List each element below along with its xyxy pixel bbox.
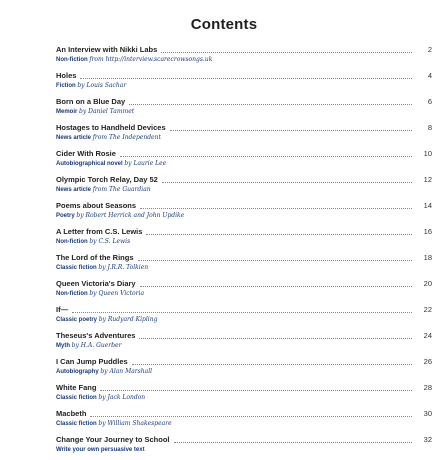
dot-leader: [120, 156, 412, 157]
entry-title: Hostages to Handheld Devices: [56, 123, 166, 132]
contents-entry[interactable]: [56, 148, 432, 170]
entry-heading-line: [56, 174, 432, 185]
entry-title: Change Your Journey to School: [56, 435, 170, 444]
entry-page-number: 4: [427, 71, 432, 80]
entry-author: by J.R.R. Tolkien: [98, 264, 149, 271]
entry-heading-line: [56, 434, 432, 445]
page-title: Contents: [190, 16, 258, 33]
entry-genre: Autobiography: [56, 369, 99, 375]
dot-leader: [138, 260, 413, 261]
dot-leader: [161, 52, 412, 53]
contents-entry[interactable]: [56, 330, 432, 352]
entry-subtitle-line: [56, 341, 432, 351]
entry-page-number: 2: [427, 45, 432, 54]
entry-heading-line: [56, 148, 432, 159]
entry-genre: Poetry: [56, 213, 75, 219]
entry-genre: Classic fiction: [56, 395, 97, 401]
entry-heading-line: [56, 278, 432, 289]
entry-title: Queen Victoria's Diary: [56, 279, 136, 288]
entry-title: Holes: [56, 71, 77, 80]
contents-entry[interactable]: [56, 174, 432, 196]
entry-title: Born on a Blue Day: [56, 97, 126, 106]
entry-heading-line: [56, 330, 432, 341]
dot-leader: [132, 364, 412, 365]
entry-subtitle-line: [56, 107, 432, 117]
entry-author: from http://interview.scarecrowsongs.uk: [89, 56, 213, 63]
entry-subtitle-line: [56, 315, 432, 325]
entry-subtitle-line: [56, 393, 432, 403]
entry-genre: Memoir: [56, 109, 78, 115]
dot-leader: [170, 130, 412, 131]
entry-author: by Alan Marshall: [100, 368, 153, 375]
contents-entry[interactable]: [56, 356, 432, 378]
entry-heading-line: [56, 252, 432, 263]
dot-leader: [162, 182, 412, 183]
entry-heading-line: [56, 356, 432, 367]
entry-heading-line: [56, 304, 432, 315]
dot-leader: [140, 208, 412, 209]
contents-entry[interactable]: [56, 434, 432, 456]
dot-leader: [174, 442, 413, 443]
entry-title: Poems about Seasons: [56, 201, 137, 210]
entry-author: by H.A. Guerber: [71, 342, 122, 349]
entry-page-number: 8: [427, 123, 432, 132]
entry-author: by Daniel Tammet: [79, 108, 135, 115]
entry-genre: Non-fiction: [56, 291, 88, 297]
contents-entry[interactable]: [56, 44, 432, 66]
entry-title: Olympic Torch Relay, Day 52: [56, 175, 158, 184]
dot-leader: [129, 104, 412, 105]
entry-author: by Queen Victoria: [89, 290, 145, 297]
entry-subtitle-line: [56, 419, 432, 429]
entry-genre: News article: [56, 187, 92, 193]
entry-subtitle-line: [56, 159, 432, 169]
entry-heading-line: [56, 408, 432, 419]
entry-title: Theseus's Adventures: [56, 331, 136, 340]
entry-author: by Robert Herrick and John Updike: [76, 212, 185, 219]
entry-subtitle-line: [56, 263, 432, 273]
entry-title: The Lord of the Rings: [56, 253, 134, 262]
entry-genre: Classic fiction: [56, 265, 97, 271]
entry-subtitle-line: [56, 367, 432, 377]
entry-heading-line: [56, 44, 432, 55]
dot-leader: [140, 286, 412, 287]
entry-author: by William Shakespeare: [98, 420, 172, 427]
entry-title: I Can Jump Puddles: [56, 357, 128, 366]
contents-entry[interactable]: [56, 252, 432, 274]
dot-leader: [100, 390, 412, 391]
entry-heading-line: [56, 122, 432, 133]
entry-author: from The Guardian: [92, 186, 151, 193]
contents-list: [56, 44, 432, 460]
entry-heading-line: [56, 200, 432, 211]
entry-page-number: 24: [423, 331, 432, 340]
entry-page-number: 14: [423, 201, 432, 210]
entry-subtitle-line: [56, 55, 432, 65]
entry-author: by Laurie Lee: [124, 160, 167, 167]
entry-title: Macbeth: [56, 409, 87, 418]
entry-heading-line: [56, 382, 432, 393]
entry-subtitle-line: [56, 289, 432, 299]
entry-genre: Autobiographical novel: [56, 161, 123, 167]
entry-author: by Jack London: [98, 394, 146, 401]
entry-author: by Louis Sachar: [77, 82, 127, 89]
contents-entry[interactable]: [56, 304, 432, 326]
entry-subtitle-line: [56, 445, 432, 455]
entry-title: White Fang: [56, 383, 97, 392]
dot-leader: [90, 416, 412, 417]
contents-entry[interactable]: [56, 70, 432, 92]
entry-page-number: 26: [423, 357, 432, 366]
entry-subtitle-line: [56, 185, 432, 195]
entry-page-number: 30: [423, 409, 432, 418]
entry-page-number: 32: [423, 435, 432, 444]
entry-genre: Write your own persuasive text: [56, 447, 145, 453]
entry-title: A Letter from C.S. Lewis: [56, 227, 143, 236]
entry-subtitle-line: [56, 237, 432, 247]
entry-page-number: 20: [423, 279, 432, 288]
contents-entry[interactable]: [56, 382, 432, 404]
entry-title: An Interview with Nikki Labs: [56, 45, 158, 54]
dot-leader: [80, 78, 412, 79]
entry-genre: Classic poetry: [56, 317, 98, 323]
entry-title: If—: [56, 305, 69, 314]
entry-page-number: 28: [423, 383, 432, 392]
entry-page-number: 16: [423, 227, 432, 236]
entry-genre: Classic fiction: [56, 421, 97, 427]
contents-entry[interactable]: [56, 200, 432, 222]
entry-author: by C.S. Lewis: [89, 238, 131, 245]
entry-author: from The Independent: [92, 134, 161, 141]
entry-page-number: 18: [423, 253, 432, 262]
entry-page-number: 22: [423, 305, 432, 314]
entry-heading-line: [56, 226, 432, 237]
entry-heading-line: [56, 70, 432, 81]
entry-page-number: 12: [423, 175, 432, 184]
entry-author: by Rudyard Kipling: [98, 316, 158, 323]
entry-genre: Fiction: [56, 83, 76, 89]
contents-entry[interactable]: [56, 278, 432, 300]
entry-subtitle-line: [56, 211, 432, 221]
entry-subtitle-line: [56, 81, 432, 91]
entry-genre: News article: [56, 135, 92, 141]
contents-entry[interactable]: [56, 408, 432, 430]
dot-leader: [146, 234, 412, 235]
contents-entry[interactable]: [56, 122, 432, 144]
entry-page-number: 10: [423, 149, 432, 158]
entry-genre: Non-fiction: [56, 239, 88, 245]
entry-genre: Myth: [56, 343, 70, 349]
dot-leader: [139, 338, 412, 339]
entry-subtitle-line: [56, 133, 432, 143]
entry-heading-line: [56, 96, 432, 107]
dot-leader: [72, 312, 412, 313]
contents-entry[interactable]: [56, 226, 432, 248]
entry-genre: Non-fiction: [56, 57, 88, 63]
entry-page-number: 6: [427, 97, 432, 106]
contents-entry[interactable]: [56, 96, 432, 118]
entry-title: Cider With Rosie: [56, 149, 116, 158]
